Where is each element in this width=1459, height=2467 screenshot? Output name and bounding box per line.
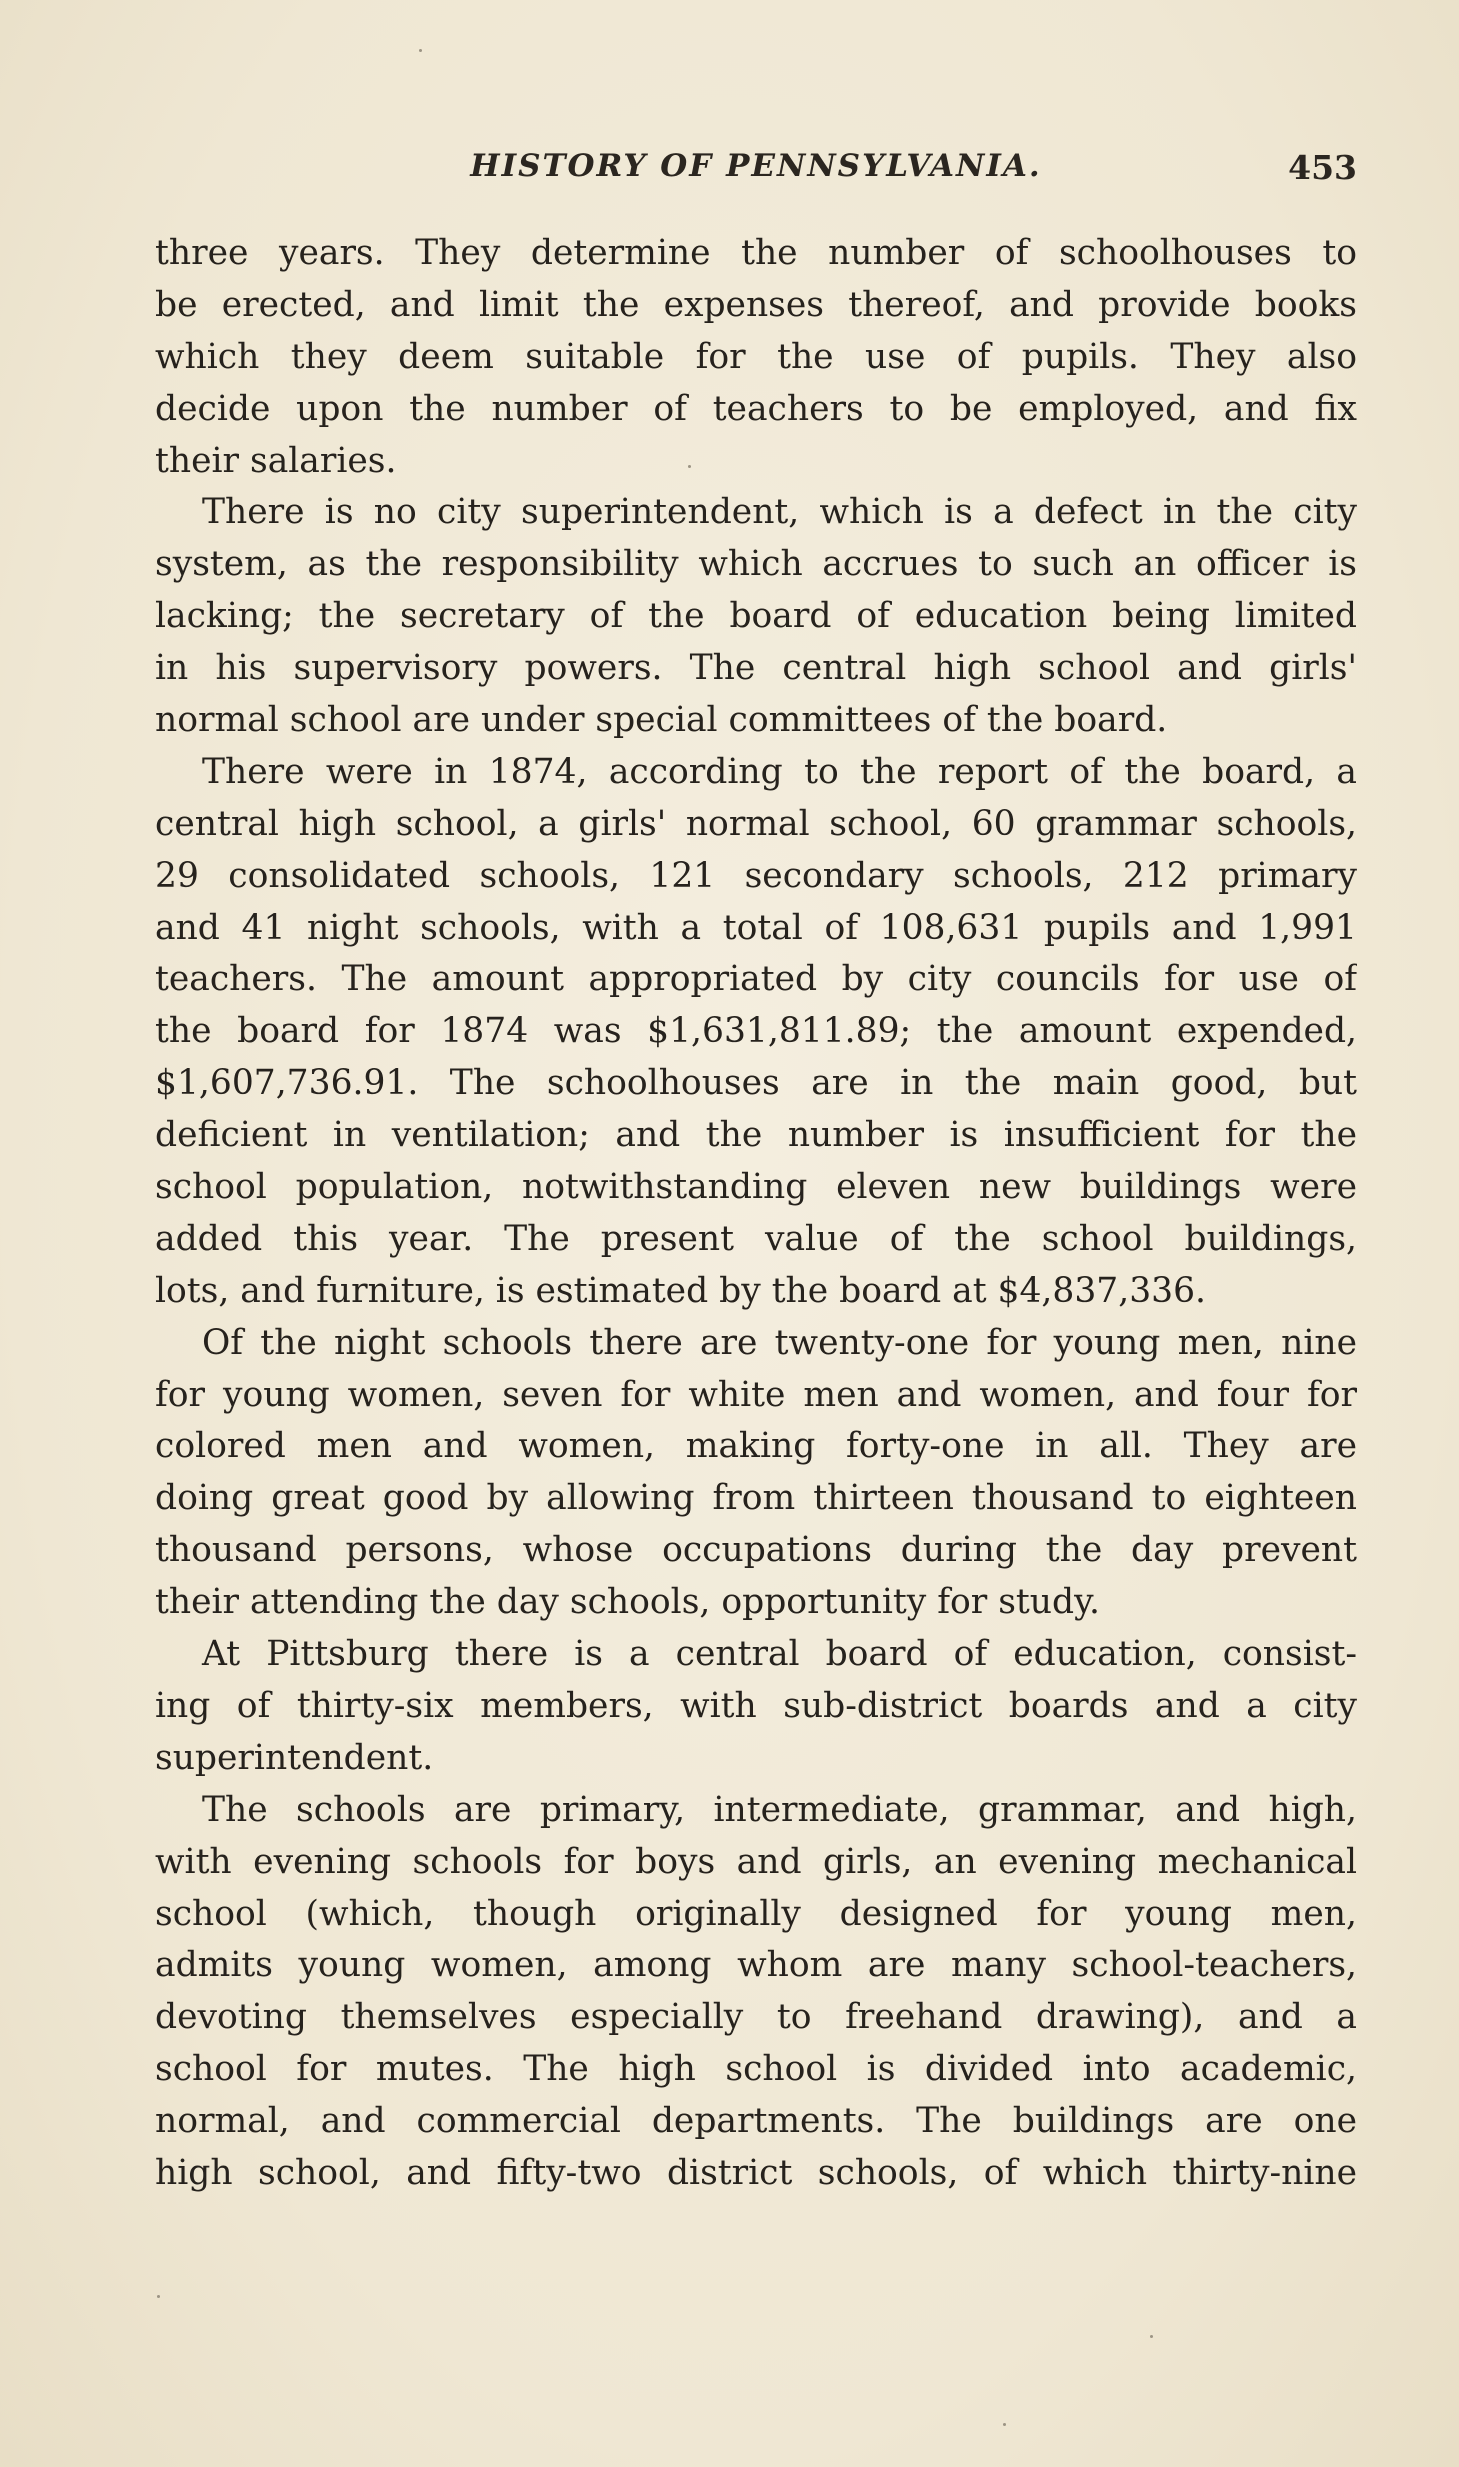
text-line: and 41 night schools, with a total of 108,631 pupils and 1,991 xyxy=(155,907,1357,948)
text-line: school (which, though originally designed for young men, xyxy=(155,1893,1357,1934)
running-title: HISTORY OF PENNSYLVANIA. xyxy=(470,148,1042,184)
text-line: deficient in ventilation; and the number is insufficient for the xyxy=(155,1115,1357,1156)
text-line: in his supervisory powers. The central high school and girls' xyxy=(155,648,1357,689)
text-line: school population, notwithstanding eleven new buildings were xyxy=(155,1167,1357,1208)
paper-speck xyxy=(688,465,691,468)
text-line: devoting themselves especially to freehand drawing), and a xyxy=(155,1997,1357,2038)
text-line: the board for 1874 was $1,631,811.89; the amount expended, xyxy=(155,1011,1357,1052)
text-line: lacking; the secretary of the board of education being limited xyxy=(155,596,1357,637)
page-number: 453 xyxy=(1288,148,1357,187)
paragraph-start-line: At Pittsburg there is a central board of education, consist- xyxy=(202,1634,1357,1675)
text-line: doing great good by allowing from thirteen thousand to eighteen xyxy=(155,1478,1357,1519)
text-line: 29 consolidated schools, 121 secondary schools, 212 primary xyxy=(155,855,1357,896)
text-line: superintendent. xyxy=(155,1737,434,1778)
text-line: for young women, seven for white men and women, and four for xyxy=(155,1374,1357,1415)
text-line: high school, and fifty-two district schools, of which thirty-nine xyxy=(155,2152,1357,2193)
text-line: central high school, a girls' normal school, 60 grammar schools, xyxy=(155,803,1357,844)
text-line: thousand persons, whose occupations during the day prevent xyxy=(155,1530,1357,1571)
text-line: system, as the responsibility which accrues to such an officer is xyxy=(155,544,1357,585)
text-line: which they deem suitable for the use of pupils. They also xyxy=(155,336,1357,377)
text-line: normal, and commercial departments. The buildings are one xyxy=(155,2101,1357,2142)
text-line: added this year. The present value of the school buildings, xyxy=(155,1218,1357,1259)
text-line: $1,607,736.91. The schoolhouses are in the main good, but xyxy=(155,1063,1357,1104)
text-line: their salaries. xyxy=(155,440,397,481)
text-line: school for mutes. The high school is divided into academic, xyxy=(155,2049,1357,2090)
text-line: colored men and women, making forty-one in all. They are xyxy=(155,1426,1357,1467)
body-text xyxy=(155,228,1357,2200)
text-line: with evening schools for boys and girls, an evening mechanical xyxy=(155,1841,1357,1882)
paper-speck xyxy=(419,49,422,52)
text-line: three years. They determine the number of schoolhouses to xyxy=(155,233,1357,273)
running-head xyxy=(155,148,1357,198)
paragraph-start-line: Of the night schools there are twenty-one for young men, nine xyxy=(202,1322,1357,1363)
paragraph-start-line: The schools are primary, intermediate, grammar, and high, xyxy=(202,1789,1357,1830)
text-line: lots, and furniture, is estimated by the board at $4,837,336. xyxy=(155,1270,1207,1311)
text-line: ing of thirty-six members, with sub-district boards and a city xyxy=(155,1685,1357,1726)
paper-speck xyxy=(1150,2335,1153,2338)
text-line: decide upon the number of teachers to be employed, and fix xyxy=(155,388,1357,429)
paper-speck xyxy=(1003,2423,1006,2426)
text-line: teachers. The amount appropriated by city councils for use of xyxy=(155,959,1357,1000)
paragraph-start-line: There is no city superintendent, which is a defect in the city xyxy=(202,492,1357,533)
text-line: their attending the day schools, opportunity for study. xyxy=(155,1582,1100,1623)
text-line: normal school are under special committees of the board. xyxy=(155,700,1168,741)
paragraph-start-line: There were in 1874, according to the report of the board, a xyxy=(202,751,1357,792)
text-line: admits young women, among whom are many school-teachers, xyxy=(155,1945,1357,1986)
text-line: be erected, and limit the expenses thereof, and provide books xyxy=(155,284,1357,325)
paper-speck xyxy=(157,2295,160,2298)
